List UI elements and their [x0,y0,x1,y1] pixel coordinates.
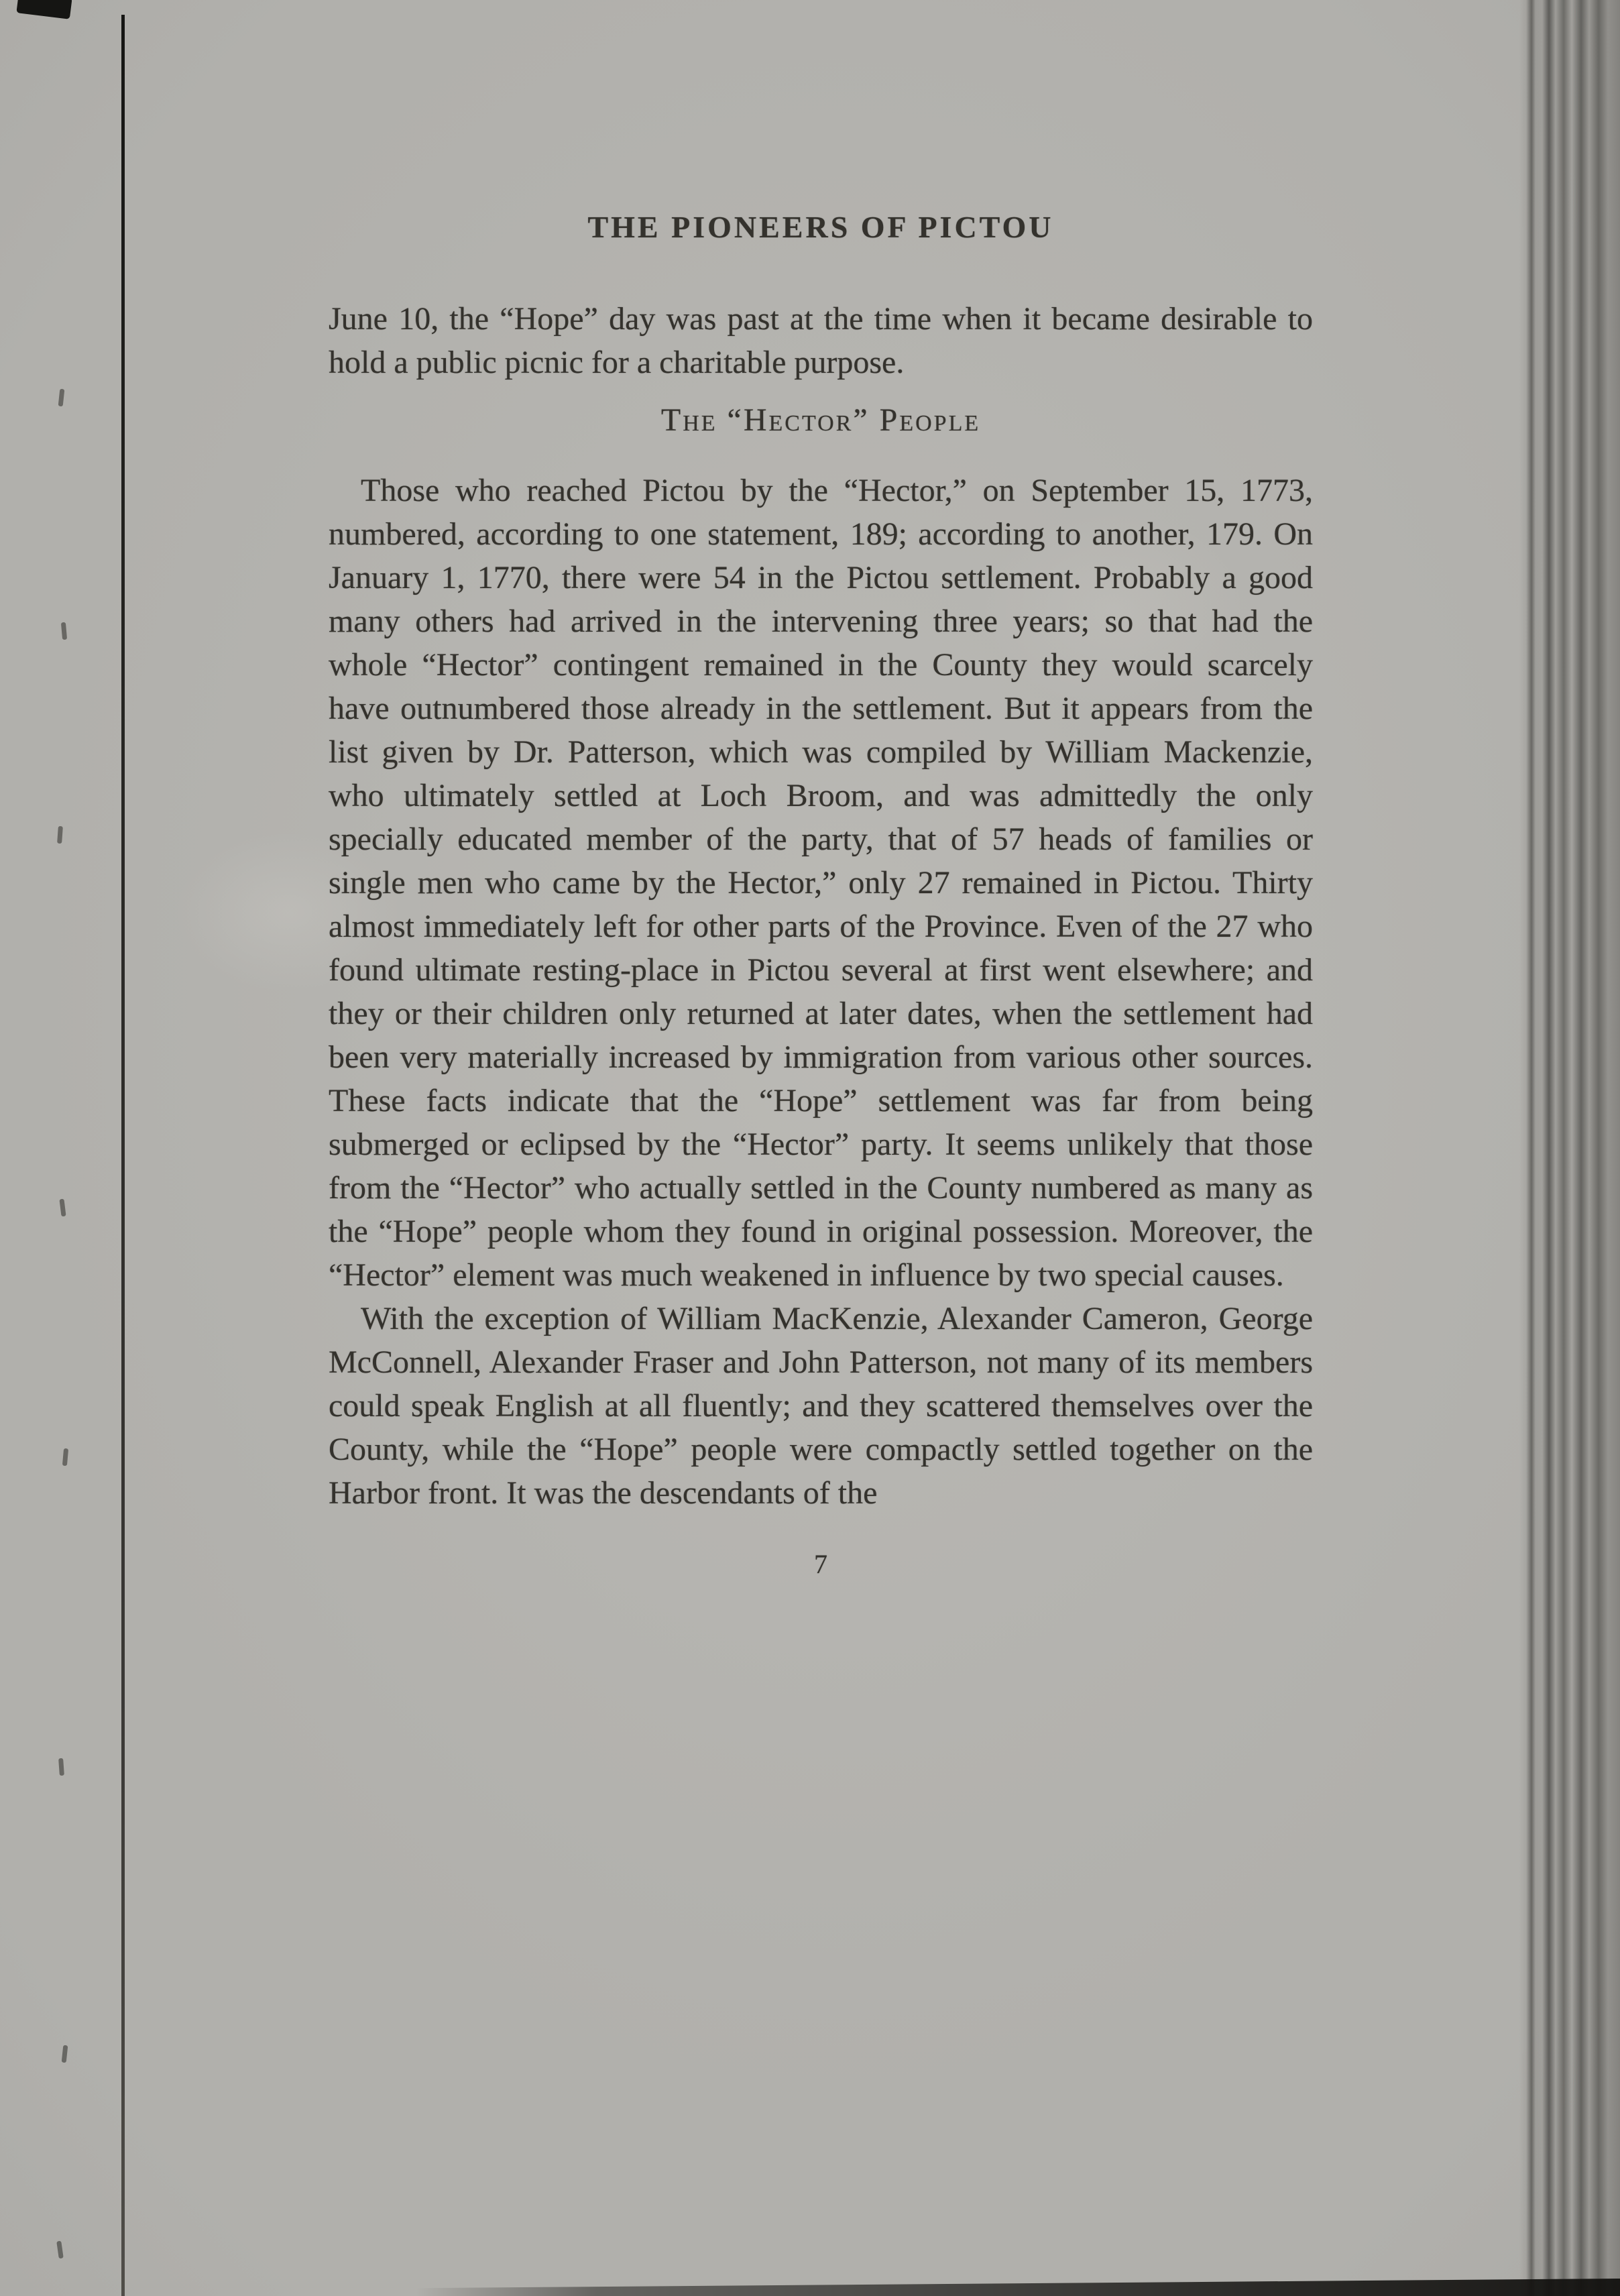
continuation-paragraph: June 10, the “Hope” day was past at the time when it became desirable to hold a public picnic for a charitable purpose. [329,301,1313,380]
ink-speck [62,2045,68,2063]
ink-speck [61,622,67,640]
page-number: 7 [814,1549,827,1579]
page-content [329,209,1313,1580]
bottom-edge-shadow [416,2279,1620,2296]
binding-edge-line [121,15,125,2296]
top-left-ink-mark [16,0,72,19]
ink-speck [59,1199,66,1217]
hector-paragraph: Those who reached Pictou by the “Hector,” on September 15, 1773, numbered, according to one statement, 189; according to another, 179. On January 1, 1770, there were 54 in the Pictou settlement. Probably a good many others had arrived in the intervening three years; so that had the whole “Hector” contingent remained in the County they would scarcely have outnumbered those already in the settlement. But it appears from the list given by Dr. Patterson, which was compiled by William Mackenzie, who ultimately settled at Loch Broom, and was admittedly the only specially educated member of the party, that of 57 heads of families or single men who came by the Hector,” only 27 remained in Pictou. Thirty almost immediately left for other parts of the Province. Even of the 27 who found ultimate resting-place in Pictou several at first went elsewhere; and they or their children only returned at later dates, when the settlement had been very materially increased by immigration from various other sources. These facts indicate that the “Hope” settlement was far from being submerged or eclipsed by the “Hector” party. It seems unlikely that those from the “Hector” who actually settled in the County numbered as many as the “Hope” people whom they found in original possession. Moreover, the “Hector” element was much weakened in influence by two special causes. [329,473,1313,1293]
running-header: THE PIONEERS OF PICTOU [587,210,1054,244]
ink-speck [62,1448,68,1467]
ink-speck [58,1758,64,1776]
ink-speck [57,826,63,844]
section-heading: The “Hector” People [660,402,981,438]
ink-speck [56,2241,64,2259]
book-page-edge-streaks [1519,0,1620,2296]
ink-speck [58,389,65,407]
exception-paragraph: With the exception of William MacKenzie, Alexander Cameron, George McConnell, Alexander Fraser and John Patterson, not many of its members could speak English at all fluently; and they scattered themselves over the County, while the “Hope” people were compactly settled together on the Harbor front. It was the descendants of the [329,1301,1313,1511]
